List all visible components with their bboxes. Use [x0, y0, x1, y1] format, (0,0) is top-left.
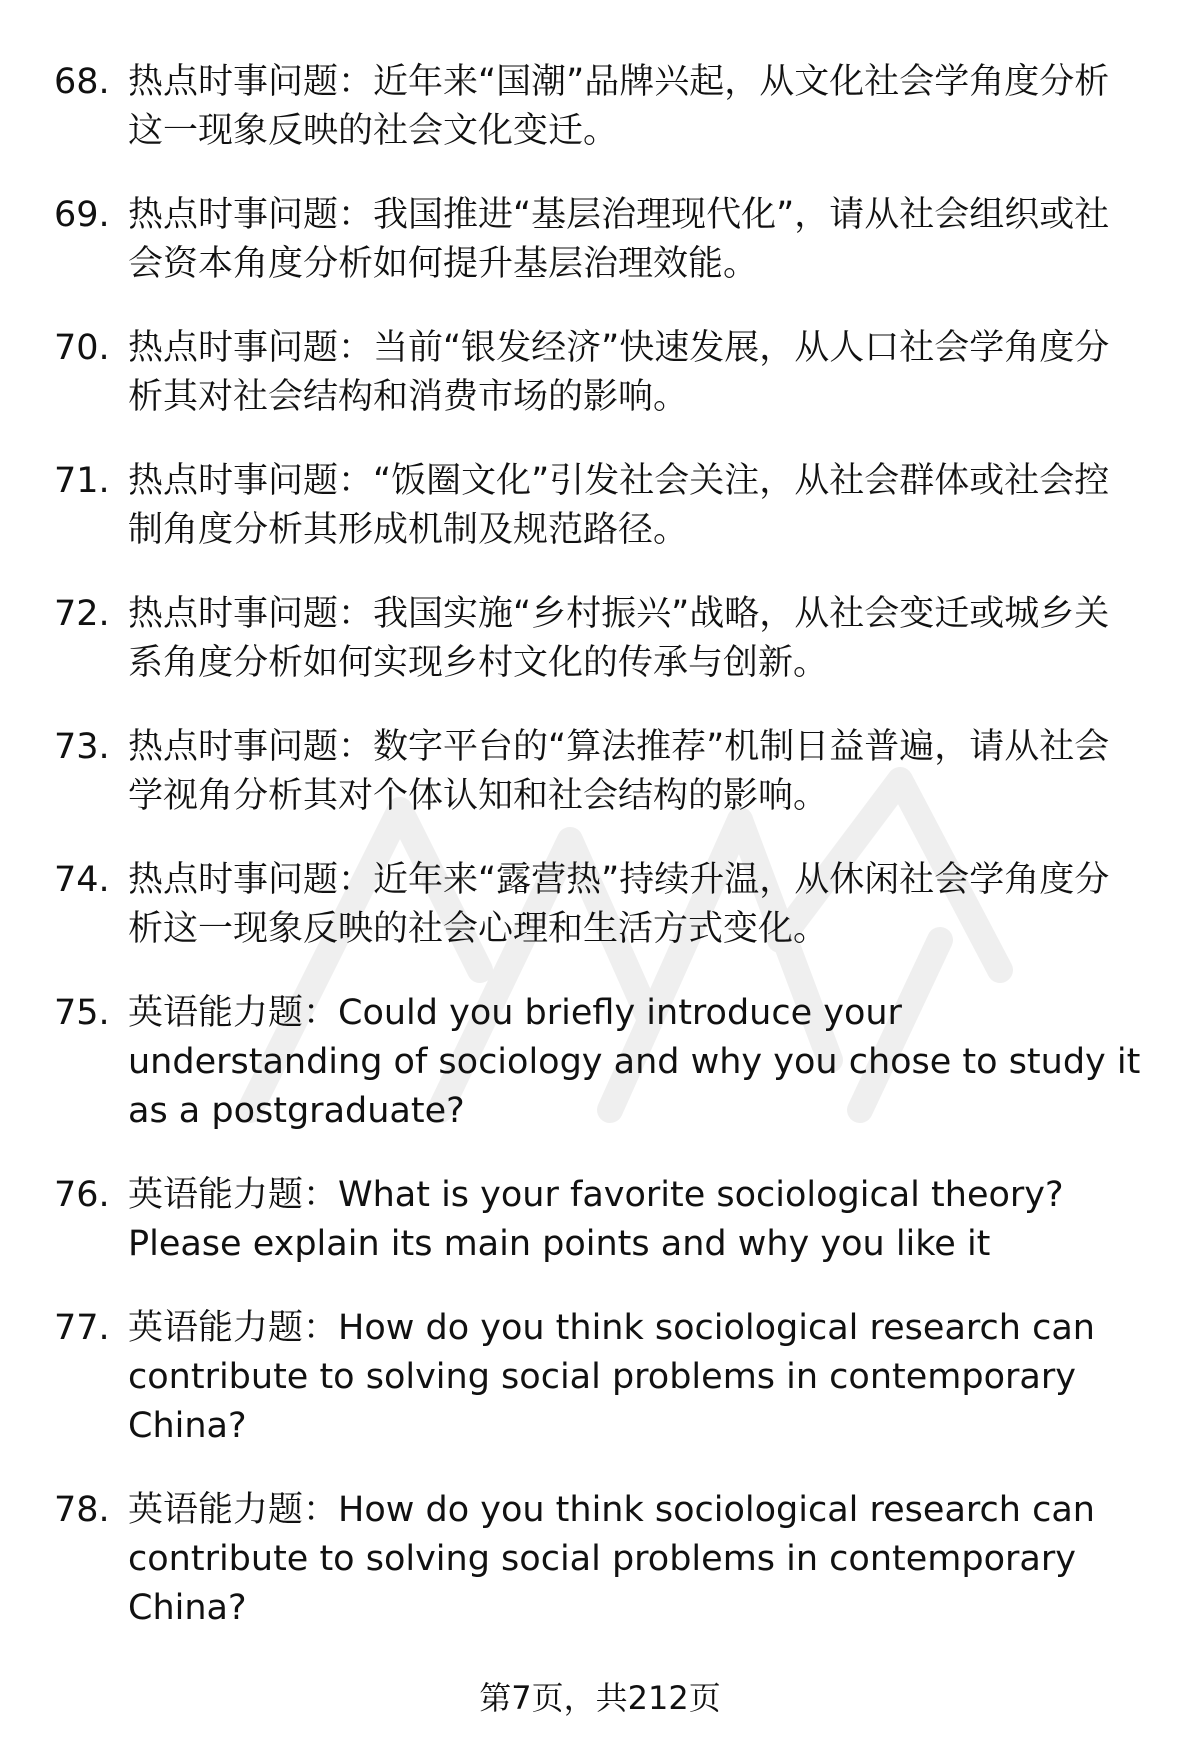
question-item — [54, 1486, 1144, 1633]
question-text: 热点时事问题：近年来“露营热”持续升温，从休闲社会学角度分析这一现象反映的社会心理和生活方式变化。 — [128, 860, 1110, 949]
question-number: 71. — [54, 461, 110, 501]
question-item — [54, 457, 1144, 555]
question-number: 78. — [54, 1490, 110, 1530]
question-item — [54, 856, 1144, 954]
question-number: 72. — [54, 594, 110, 634]
question-text: 热点时事问题：我国实施“乡村振兴”战略，从社会变迁或城乡关系角度分析如何实现乡村文化的传承与创新。 — [128, 594, 1110, 683]
question-number: 75. — [54, 993, 110, 1033]
question-item — [54, 723, 1144, 821]
question-number: 69. — [54, 195, 110, 235]
question-number: 74. — [54, 860, 110, 900]
question-number: 68. — [54, 62, 110, 102]
question-text: 热点时事问题：近年来“国潮”品牌兴起，从文化社会学角度分析这一现象反映的社会文化变迁。 — [128, 62, 1110, 151]
question-text: 热点时事问题：数字平台的“算法推荐”机制日益普遍，请从社会学视角分析其对个体认知和社会结构的影响。 — [128, 727, 1110, 816]
page-number: 第7页，共212页 — [479, 1679, 721, 1717]
question-text: 英语能力题：Could you briefly introduce your understanding of sociology and why you chose to study it as a postgraduate? — [128, 993, 1141, 1131]
question-item — [54, 191, 1144, 289]
question-item — [54, 590, 1144, 688]
question-item — [54, 58, 1144, 156]
question-number: 73. — [54, 727, 110, 767]
question-item — [54, 324, 1144, 422]
question-number: 70. — [54, 328, 110, 368]
question-number: 77. — [54, 1308, 110, 1348]
question-text: 热点时事问题：“饭圈文化”引发社会关注，从社会群体或社会控制角度分析其形成机制及规范路径。 — [128, 461, 1110, 550]
question-item — [54, 1171, 1144, 1269]
question-text: 英语能力题：How do you think sociological research can contribute to solving social problems in contemporary China? — [128, 1490, 1095, 1628]
question-item — [54, 989, 1144, 1136]
question-number: 76. — [54, 1175, 110, 1215]
question-text: 英语能力题：What is your favorite sociological theory? Please explain its main points and why you like it — [128, 1175, 1064, 1264]
question-item — [54, 1304, 1144, 1451]
question-text: 英语能力题：How do you think sociological research can contribute to solving social problems in contemporary China? — [128, 1308, 1095, 1446]
question-list — [54, 58, 1144, 1668]
question-text: 热点时事问题：我国推进“基层治理现代化”，请从社会组织或社会资本角度分析如何提升基层治理效能。 — [128, 195, 1110, 284]
question-text: 热点时事问题：当前“银发经济”快速发展，从人口社会学角度分析其对社会结构和消费市场的影响。 — [128, 328, 1110, 417]
